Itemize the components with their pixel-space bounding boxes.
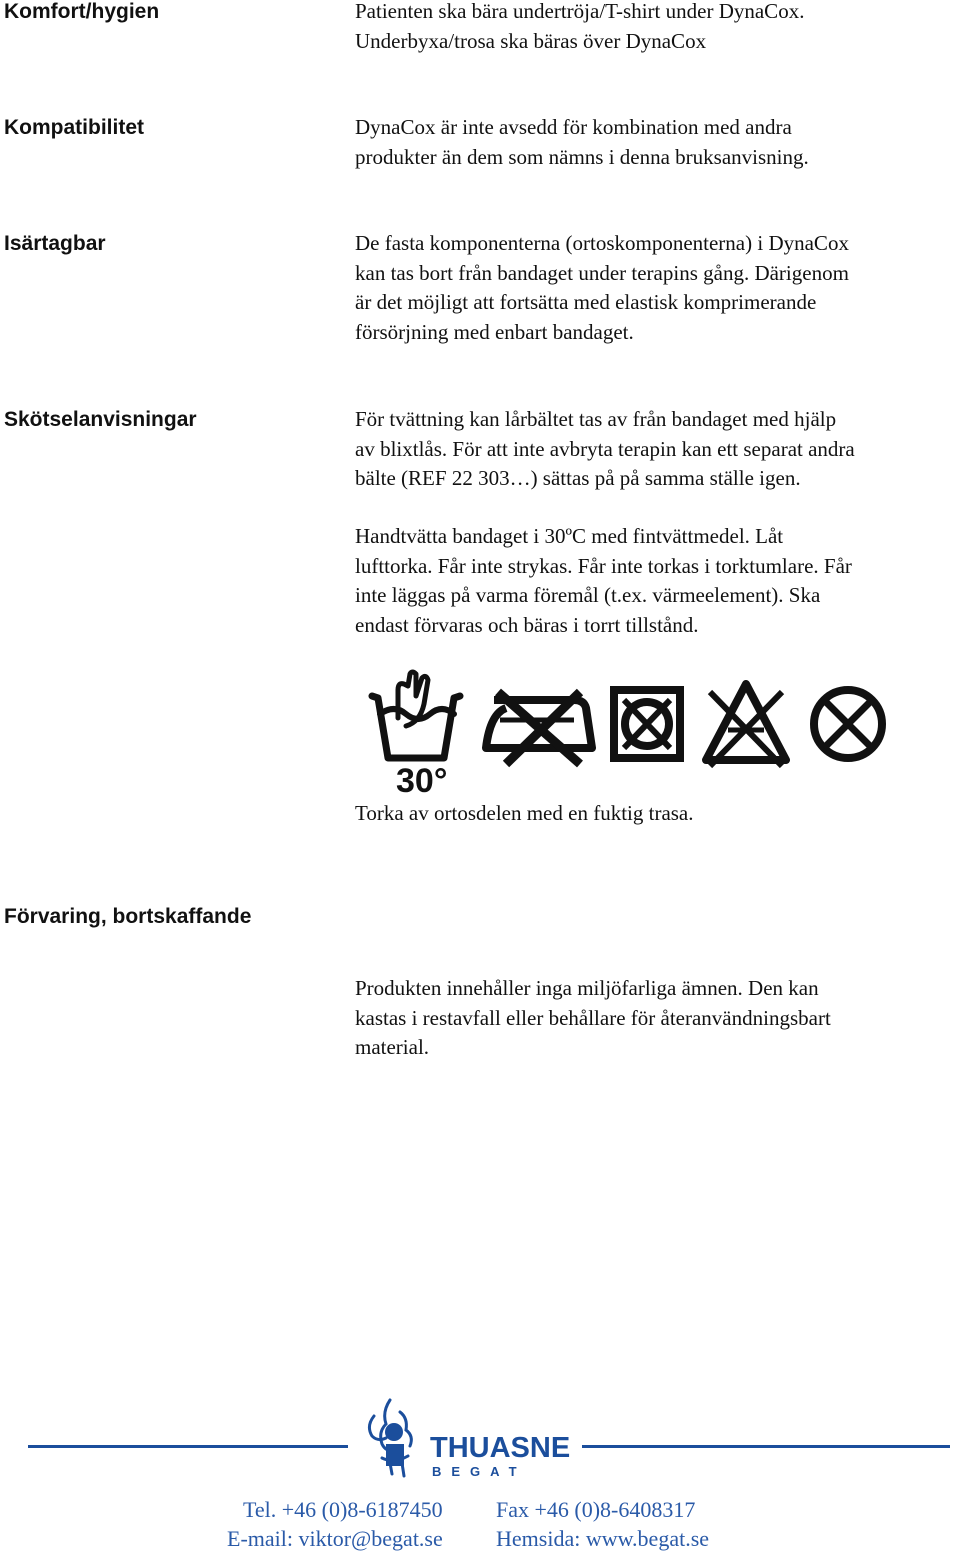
isartagbar-line-2: kan tas bort från bandaget under terapins gång. Därigenom <box>355 260 849 285</box>
brand-sub-name: BEGAT <box>432 1464 527 1479</box>
isartagbar-line-3: är det möjligt att fortsätta med elastisk komprimerande <box>355 290 817 314</box>
care-symbols <box>366 668 890 803</box>
footer-rule-right <box>582 1445 950 1448</box>
care-symbols-svg <box>366 668 890 798</box>
wash-temp-label: 30° <box>396 762 448 798</box>
skotsel-p1-line-1: För tvättning kan lårbältet tas av från bandaget med hjälp <box>355 407 837 431</box>
section-label-forvaring: Förvaring, bortskaffande <box>4 905 252 928</box>
isartagbar-text <box>355 229 960 347</box>
skotsel-p2-line-4: endast förvaras och bäras i torrt tillstånd. <box>355 612 699 637</box>
section-label-skotsel: Skötselanvisningar <box>4 408 197 431</box>
section-label-isartagbar: Isärtagbar <box>4 232 106 255</box>
skotsel-p1-line-3: bälte (REF 22 303…) sättas på på samma ställe igen. <box>355 466 801 490</box>
komfort-line-2: Underbyxa/trosa ska bäras över DynaCox <box>355 28 707 53</box>
forvaring-line-1: Produkten innehåller inga miljöfarliga ämnen. Den kan <box>355 976 819 1000</box>
kompatibilitet-line-1: DynaCox är inte avsedd för kombination med andra <box>355 115 792 139</box>
skotsel-p2-line-3: inte läggas på varma föremål (t.ex. värmeelement). Ska <box>355 583 821 607</box>
kompatibilitet-line-2: produkter än dem som nämns i denna bruksanvisning. <box>355 144 809 169</box>
komfort-text <box>355 0 960 56</box>
forvaring-line-3: material. <box>355 1035 430 1059</box>
no-dry-clean-icon <box>814 690 882 758</box>
skotsel-p1-line-2: av blixtlås. För att inte avbryta terapin kan ett separat andra <box>355 436 855 461</box>
contact-fax: Fax +46 (0)8-6408317 <box>496 1497 696 1522</box>
section-label-komfort: Komfort/hygien <box>4 0 160 23</box>
forvaring-text <box>355 974 960 1063</box>
kompatibilitet-text <box>355 113 960 172</box>
skotsel-p2-line-1: Handtvätta bandaget i 30ºC med fintvättmedel. Låt <box>355 524 784 548</box>
no-tumble-dry-icon <box>614 690 680 758</box>
forvaring-line-2: kastas i restavfall eller behållare för återanvändningsbart <box>355 1005 831 1030</box>
isartagbar-line-4: försörjning med enbart bandaget. <box>355 319 634 344</box>
skotsel-p2-line-2: lufttorka. Får inte strykas. Får inte torkas i torktumlare. Får <box>355 553 852 578</box>
hand-wash-icon <box>372 672 460 798</box>
contact-web: Hemsida: www.begat.se <box>496 1526 710 1551</box>
footer-rule-left <box>28 1445 348 1448</box>
no-ironing-icon <box>486 692 592 764</box>
section-label-kompatibilitet: Kompatibilitet <box>4 116 144 139</box>
isartagbar-line-1: De fasta komponenterna (ortoskomponenterna) i DynaCox <box>355 231 849 255</box>
contact-tel: Tel. +46 (0)8-6187450 <box>243 1497 443 1522</box>
no-bleach-icon <box>706 684 786 766</box>
brand-name: THUASNE <box>430 1432 571 1464</box>
komfort-line-1: Patienten ska bära undertröja/T-shirt under DynaCox. <box>355 0 805 23</box>
contact-email: E-mail: viktor@begat.se <box>227 1526 443 1551</box>
skotsel-text-1 <box>355 405 960 494</box>
skotsel-text-3: Torka av ortosdelen med en fuktig trasa. <box>355 801 694 825</box>
skotsel-text-2 <box>355 522 960 640</box>
